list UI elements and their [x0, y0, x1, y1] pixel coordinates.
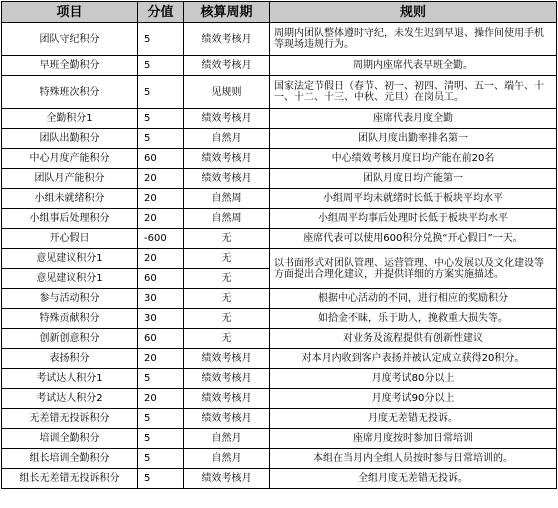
rule-text: 座席代表月度全勤: [270, 109, 557, 129]
item-name: 考试达人积分1: [2, 369, 138, 389]
score-value: 5: [138, 109, 184, 129]
table-row: [2, 349, 557, 369]
score-value: 30: [138, 309, 184, 329]
cycle-value: 绩效考核月: [184, 149, 270, 169]
item-name: 特殊班次积分: [2, 76, 138, 109]
rule-text: 根据中心活动的不同，进行相应的奖励积分: [270, 289, 557, 309]
rule-text: 以书面形式对团队管理、运营管理、中心发展以及文化建设等方面提出合理化建议，并提供详细的方案实施描述。: [270, 249, 557, 289]
table-row: [2, 249, 557, 269]
rule-text: 周期内座席代表早班全勤。: [270, 56, 557, 76]
item-name: 组长培训全勤积分: [2, 449, 138, 469]
table-row: [2, 289, 557, 309]
table-row: [2, 189, 557, 209]
cycle-value: 无: [184, 309, 270, 329]
header-item: 项目: [2, 2, 138, 23]
score-value: 5: [138, 76, 184, 109]
rule-text: 对业务及流程提供有创新性建议: [270, 329, 557, 349]
table-row: [2, 389, 557, 409]
item-name: 团队守纪积分: [2, 23, 138, 56]
table-row: [2, 469, 557, 489]
cycle-value: 绩效考核月: [184, 369, 270, 389]
rule-text: 本组在当月内全组人员按时参与日常培训的。: [270, 449, 557, 469]
score-value: 20: [138, 189, 184, 209]
item-name: 全勤积分1: [2, 109, 138, 129]
rule-text: 月度考试80分以上: [270, 369, 557, 389]
item-name: 创新创意积分: [2, 329, 138, 349]
cycle-value: 无: [184, 229, 270, 249]
cycle-value: 无: [184, 329, 270, 349]
rule-text: 对本月内收到客户表扬并被认定成立获得20积分。: [270, 349, 557, 369]
item-name: 无差错无投诉积分: [2, 409, 138, 429]
table-row: [2, 449, 557, 469]
rule-text: 中心绩效考核月度日均产能在前20名: [270, 149, 557, 169]
item-name: 培训全勤积分: [2, 429, 138, 449]
item-name: 中心月度产能积分: [2, 149, 138, 169]
rule-text: 国家法定节假日（春节、初一、初四、清明、五一、端午、十一、十二、十三、中秋、元旦）在岗员工。: [270, 76, 557, 109]
rule-text: 小组周平均事后处理时长低于板块平均水平: [270, 209, 557, 229]
score-value: 5: [138, 56, 184, 76]
score-value: 20: [138, 389, 184, 409]
table-row: [2, 23, 557, 56]
cycle-value: 绩效考核月: [184, 169, 270, 189]
table-row: [2, 169, 557, 189]
item-name: 考试达人积分2: [2, 389, 138, 409]
rule-text: 周期内团队整体遵时守纪，未发生迟到早退、操作间使用手机等现场违规行为。: [270, 23, 557, 56]
item-name: 开心假日: [2, 229, 138, 249]
rule-text: 月度无差错无投诉。: [270, 409, 557, 429]
item-name: 小组未就绪积分: [2, 189, 138, 209]
cycle-value: 无: [184, 269, 270, 289]
rule-text: 如拾金不昧，乐于助人，挽救重大损失等。: [270, 309, 557, 329]
cycle-value: 绩效考核月: [184, 23, 270, 56]
rule-text: 小组周平均未就绪时长低于板块平均水平: [270, 189, 557, 209]
score-value: 5: [138, 429, 184, 449]
points-rules-table: [1, 1, 557, 489]
table-row: [2, 229, 557, 249]
table-row: [2, 56, 557, 76]
header-score: 分值: [138, 2, 184, 23]
score-value: -600: [138, 229, 184, 249]
rule-text: 座席代表可以使用600积分兑换“开心假日”一天。: [270, 229, 557, 249]
table-row: [2, 429, 557, 449]
score-value: 5: [138, 449, 184, 469]
item-name: 特殊贡献积分: [2, 309, 138, 329]
score-value: 30: [138, 289, 184, 309]
table-row: [2, 129, 557, 149]
cycle-value: 绩效考核月: [184, 56, 270, 76]
rule-text: 月度考试90分以上: [270, 389, 557, 409]
item-name: 早班全勤积分: [2, 56, 138, 76]
item-name: 组长无差错无投诉积分: [2, 469, 138, 489]
score-value: 60: [138, 269, 184, 289]
cycle-value: 绩效考核月: [184, 409, 270, 429]
item-name: 意见建议积分1: [2, 269, 138, 289]
score-value: 5: [138, 23, 184, 56]
item-name: 意见建议积分1: [2, 249, 138, 269]
cycle-value: 见规则: [184, 76, 270, 109]
score-value: 5: [138, 469, 184, 489]
rule-text: 团队月度日均产能第一: [270, 169, 557, 189]
table-row: [2, 309, 557, 329]
item-name: 团队出勤积分: [2, 129, 138, 149]
cycle-value: 绩效考核月: [184, 389, 270, 409]
cycle-value: 绩效考核月: [184, 349, 270, 369]
header-row: [2, 2, 557, 23]
table-row: [2, 329, 557, 349]
cycle-value: 无: [184, 289, 270, 309]
item-name: 参与活动积分: [2, 289, 138, 309]
item-name: 表扬积分: [2, 349, 138, 369]
rule-text: 座席月度按时参加日常培训: [270, 429, 557, 449]
cycle-value: 自然月: [184, 429, 270, 449]
item-name: 小组事后处理积分: [2, 209, 138, 229]
table-row: [2, 76, 557, 109]
score-value: 20: [138, 169, 184, 189]
cycle-value: 绩效考核月: [184, 109, 270, 129]
rule-text: 全组月度无差错无投诉。: [270, 469, 557, 489]
score-value: 60: [138, 329, 184, 349]
score-value: 60: [138, 149, 184, 169]
rule-text: 团队月度出勤率排名第一: [270, 129, 557, 149]
header-cycle: 核算周期: [184, 2, 270, 23]
item-name: 团队月产能积分: [2, 169, 138, 189]
score-value: 20: [138, 249, 184, 269]
table-row: [2, 369, 557, 389]
cycle-value: 自然月: [184, 449, 270, 469]
table-row: [2, 209, 557, 229]
score-value: 5: [138, 409, 184, 429]
table-row: [2, 409, 557, 429]
score-value: 5: [138, 129, 184, 149]
cycle-value: 绩效考核月: [184, 469, 270, 489]
cycle-value: 无: [184, 249, 270, 269]
table-row: [2, 109, 557, 129]
table-row: [2, 149, 557, 169]
score-value: 20: [138, 209, 184, 229]
header-rule: 规则: [270, 2, 557, 23]
score-value: 5: [138, 369, 184, 389]
cycle-value: 自然周: [184, 209, 270, 229]
score-value: 20: [138, 349, 184, 369]
cycle-value: 自然月: [184, 129, 270, 149]
cycle-value: 自然周: [184, 189, 270, 209]
